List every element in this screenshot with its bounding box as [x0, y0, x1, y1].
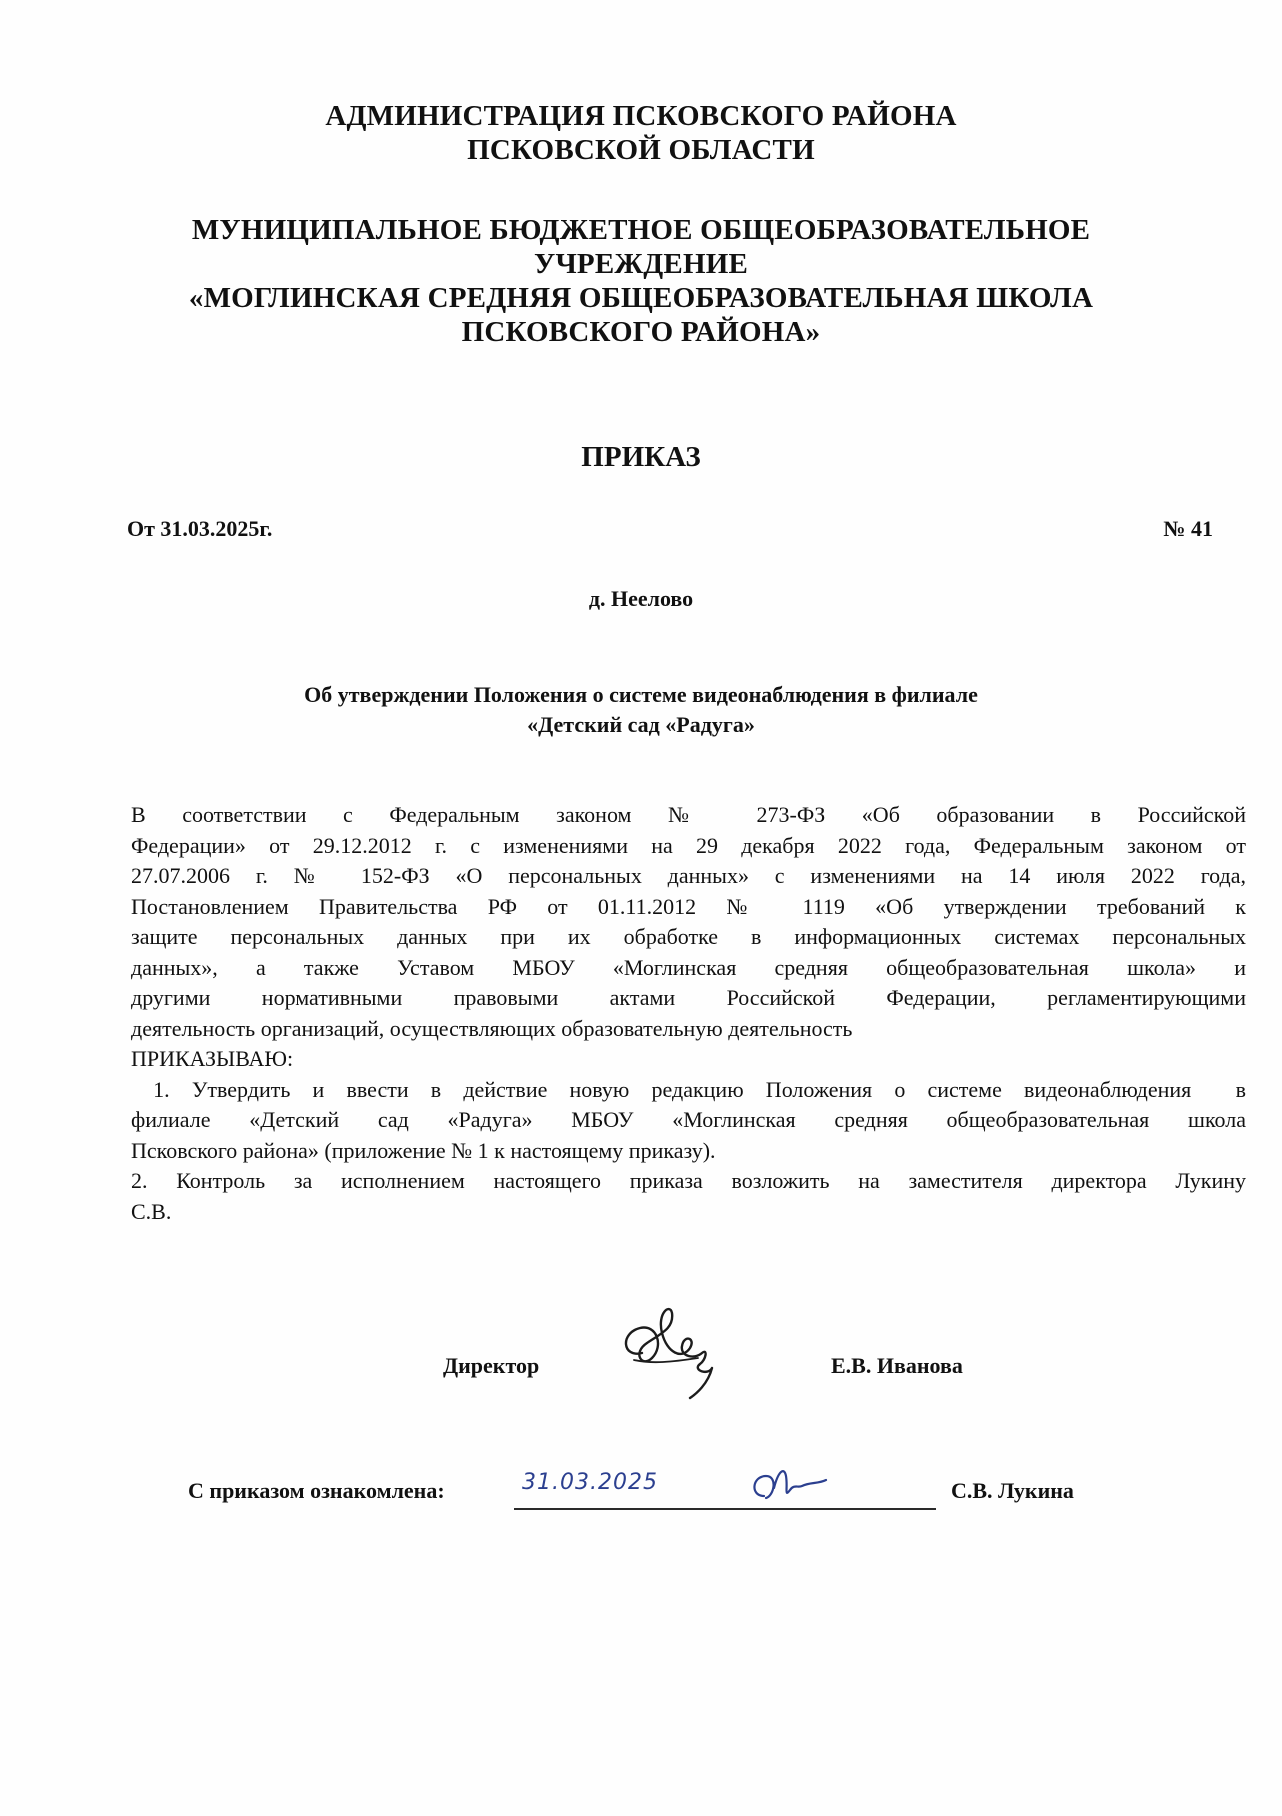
administration-header — [0, 99, 1282, 167]
director-name: Е.В. Иванова — [831, 1353, 963, 1378]
admin-line-1: АДМИНИСТРАЦИЯ ПСКОВСКОГО РАЙОНА — [325, 100, 957, 132]
order-word: ПРИКАЗЫВАЮ: — [131, 1046, 294, 1071]
document-title: ПРИКАЗ — [581, 441, 701, 473]
order-item-1 — [131, 1075, 1246, 1167]
order-subject — [0, 680, 1282, 740]
acknowledgement-name: С.В. Лукина — [951, 1478, 1074, 1503]
item-line: 2. Контроль за исполнением настоящего приказа возложить на заместителя директора Лукину — [131, 1168, 1246, 1193]
item-line: С.В. — [131, 1198, 172, 1224]
order-item-2 — [131, 1166, 1246, 1227]
preamble-line: защите персональных данных при их обработке в информационных системах персональных — [131, 924, 1246, 949]
acknowledgement-label: С приказом ознакомлена: — [188, 1478, 445, 1503]
order-body — [131, 800, 1246, 1227]
school-line-3: «МОГЛИНСКАЯ СРЕДНЯЯ ОБЩЕОБРАЗОВАТЕЛЬНАЯ ШКОЛА — [188, 282, 1094, 314]
school-line-2: УЧРЕЖДЕНИЕ — [533, 248, 749, 280]
preamble-line: деятельность организаций, осуществляющих образовательную деятельность — [131, 1015, 853, 1041]
order-number: № 41 — [1163, 516, 1213, 541]
acknowledgement-row — [0, 1470, 1282, 1538]
school-header — [0, 213, 1282, 349]
order-date: От 31.03.2025г. — [127, 516, 273, 541]
admin-line-2: ПСКОВСКОЙ ОБЛАСТИ — [467, 134, 815, 166]
subject-line-2: «Детский сад «Радуга» — [527, 712, 755, 737]
preamble-line: 27.07.2006 г. № 152-ФЗ «О персональных данных» с изменениями на 14 июля 2022 года, — [131, 863, 1246, 888]
acknowledgement-underline — [514, 1508, 936, 1510]
acknowledgement-signature — [744, 1458, 834, 1508]
preamble-line: другими нормативными правовыми актами Российской Федерации, регламентирующими — [131, 985, 1246, 1010]
director-signature — [612, 1298, 722, 1408]
preamble-line: В соответствии с Федеральным законом № 273-ФЗ «Об образовании в Российской — [131, 802, 1246, 827]
school-line-4: ПСКОВСКОГО РАЙОНА» — [461, 316, 821, 348]
acknowledgement-date: 31.03.2025 — [522, 1470, 658, 1495]
subject-line-1: Об утверждении Положения о системе видеонаблюдения в филиале — [304, 682, 978, 707]
director-title: Директор — [443, 1353, 540, 1378]
preamble-line: Постановлением Правительства РФ от 01.11.2012 № 1119 «Об утверждении требований к — [131, 893, 1246, 919]
preamble-line: данных», а также Уставом МБОУ «Моглинская средняя общеобразовательная школа» и — [131, 954, 1246, 980]
item-line: 1. Утвердить и ввести в действие новую редакцию Положения о системе видеонаблюдения в — [131, 1076, 1246, 1102]
item-line: Псковского района» (приложение № 1 к настоящему приказу). — [131, 1137, 716, 1163]
preamble-line: Федерации» от 29.12.2012 г. с изменениями на 29 декабря 2022 года, Федеральным законом от — [131, 832, 1246, 858]
order-place: д. Неелово — [588, 586, 694, 611]
director-signature-row — [0, 1340, 1282, 1430]
school-line-1: МУНИЦИПАЛЬНОЕ БЮДЖЕТНОЕ ОБЩЕОБРАЗОВАТЕЛЬНОЕ — [191, 214, 1091, 246]
preamble — [131, 800, 1246, 1044]
item-line: филиале «Детский сад «Радуга» МБОУ «Моглинская средняя общеобразовательная школа — [131, 1107, 1246, 1132]
